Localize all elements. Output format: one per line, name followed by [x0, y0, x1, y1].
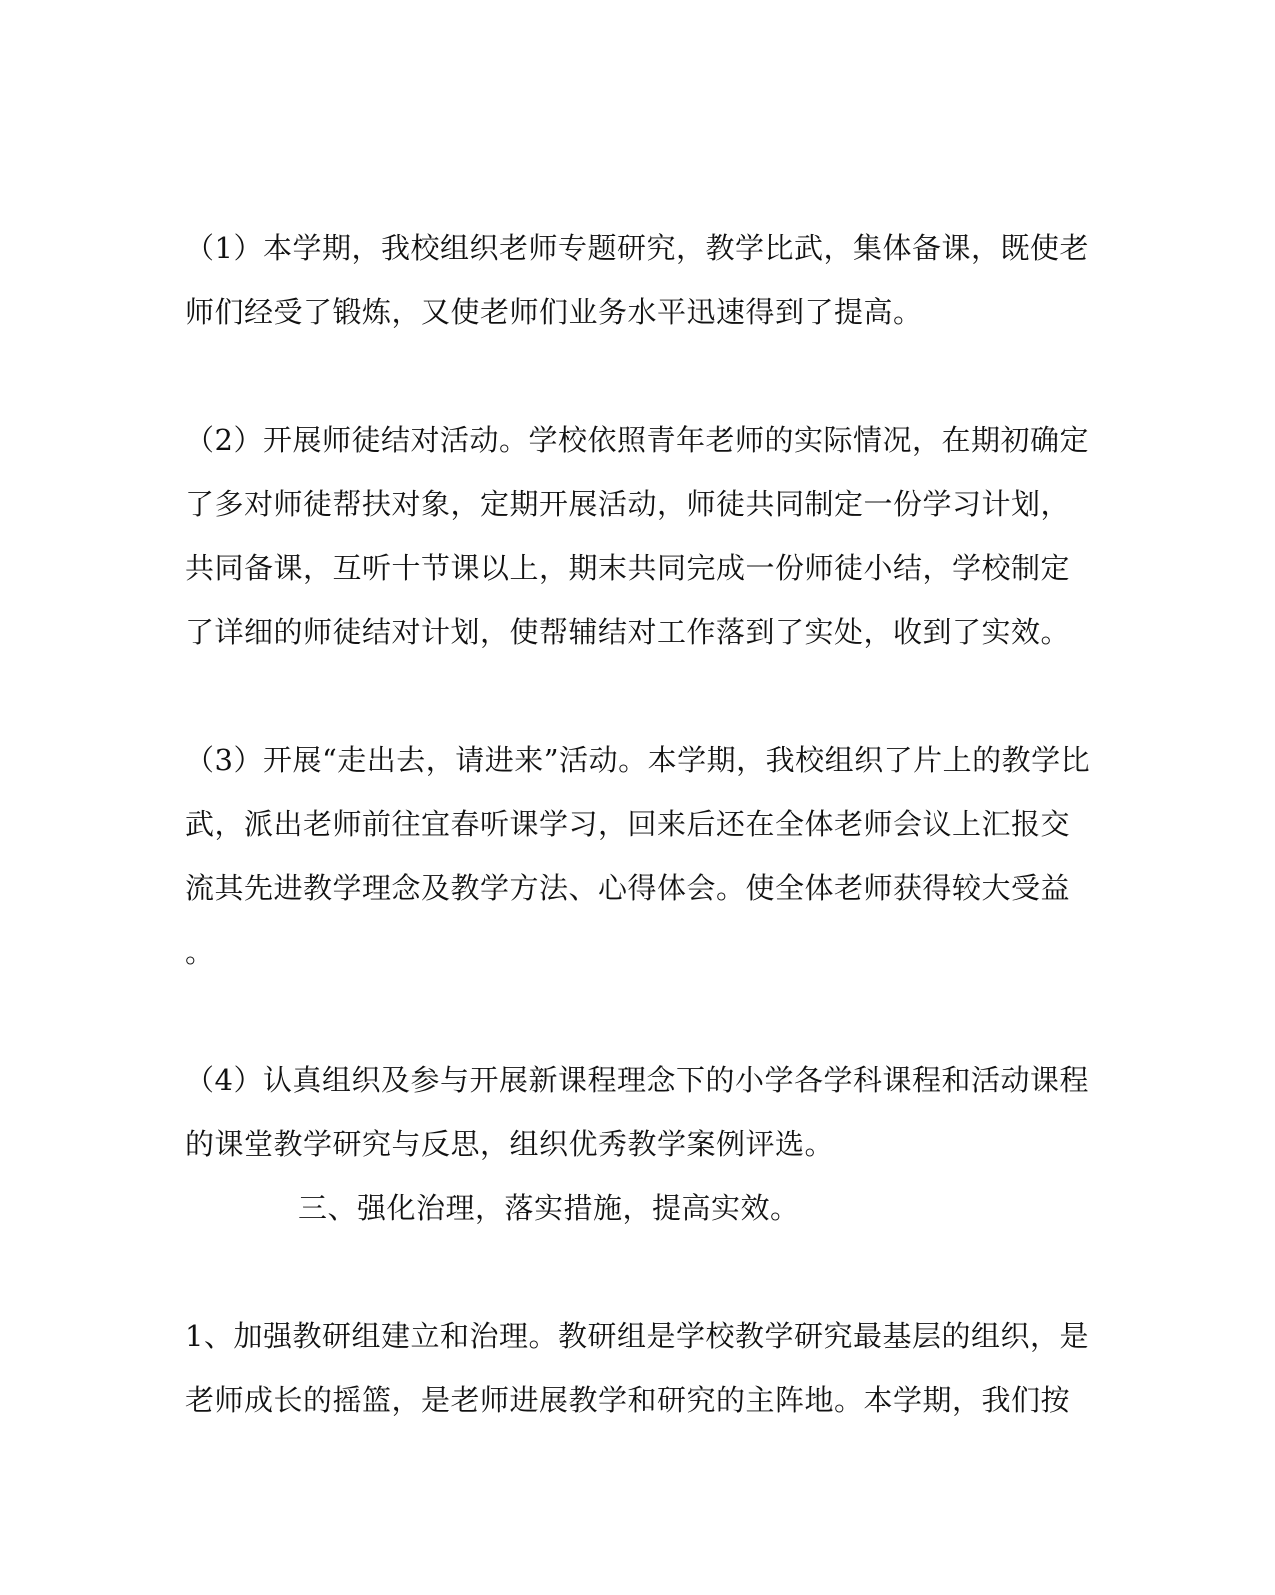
- paragraph-4-line-1: （4）认真组织及参与开展新课程理念下的小学各学科课程和活动课程: [185, 1063, 1089, 1097]
- paragraph-2-line-3: 共同备课，互听十节课以上，期末共同完成一份师徒小结，学校制定: [185, 551, 1071, 585]
- paragraph-3-line-3: 流其先进教学理念及教学方法、心得体会。使全体老师获得较大受益: [185, 871, 1071, 905]
- paragraph-2-line-4: 了详细的师徒结对计划，使帮辅结对工作落到了实处，收到了实效。: [185, 615, 1071, 649]
- paragraph-1-line-1: （1）本学期，我校组织老师专题研究，教学比武，集体备课，既使老: [185, 231, 1089, 265]
- paragraph-3-line-4: 。: [185, 935, 215, 969]
- paragraph-3-line-2: 武，派出老师前往宜春听课学习，回来后还在全体老师会议上汇报交: [185, 807, 1071, 841]
- section-heading: 三、强化治理，落实措施，提高实效。: [298, 1191, 800, 1225]
- paragraph-2-line-1: （2）开展师徒结对活动。学校依照青年老师的实际情况，在期初确定: [185, 423, 1089, 457]
- paragraph-5-line-2: 老师成长的摇篮，是老师进展教学和研究的主阵地。本学期，我们按: [185, 1383, 1071, 1417]
- paragraph-5-line-1: 1、加强教研组建立和治理。教研组是学校教学研究最基层的组织，是: [185, 1319, 1089, 1353]
- paragraph-4-line-2: 的课堂教学研究与反思，组织优秀教学案例评选。: [185, 1127, 835, 1161]
- paragraph-1-line-2: 师们经受了锻炼，又使老师们业务水平迅速得到了提高。: [185, 295, 923, 329]
- paragraph-3-line-1: （3）开展“走出去，请进来”活动。本学期，我校组织了片上的教学比: [185, 743, 1091, 777]
- paragraph-2-line-2: 了多对师徒帮扶对象，定期开展活动，师徒共同制定一份学习计划，: [185, 487, 1071, 521]
